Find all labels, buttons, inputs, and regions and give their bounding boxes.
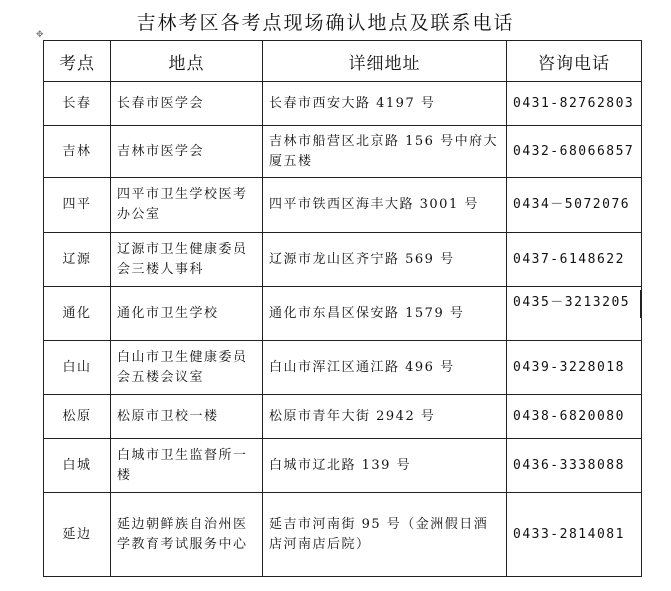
cell-area: 白山 <box>44 341 111 395</box>
cell-location: 白山市卫生健康委员会五楼会议室 <box>111 341 263 395</box>
cell-phone: 0437-6148622 <box>507 233 642 287</box>
cell-address: 四平市铁西区海丰大路 3001 号 <box>263 178 507 233</box>
table-row <box>44 493 642 577</box>
header-location: 地点 <box>111 41 263 82</box>
cell-address: 白山市浑江区通江路 496 号 <box>263 341 507 395</box>
document-title: 吉林考区各考点现场确认地点及联系电话 <box>136 12 515 34</box>
cell-phone: 0434－5072076 <box>507 178 642 233</box>
cell-phone: 0436-3338088 <box>507 439 642 493</box>
cell-area: 长春 <box>44 82 111 126</box>
cell-location: 四平市卫生学校医考办公室 <box>111 178 263 233</box>
cell-phone: 0433-2814081 <box>507 493 642 577</box>
cell-address: 白城市辽北路 139 号 <box>263 439 507 493</box>
table-row <box>44 287 642 341</box>
table-row <box>44 395 642 439</box>
header-address: 详细地址 <box>263 41 507 82</box>
cell-address: 延吉市河南街 95 号（金洲假日酒店河南店后院） <box>263 493 507 577</box>
table-row <box>44 439 642 493</box>
cell-phone: 0432-68066857 <box>507 126 642 178</box>
header-area: 考点 <box>44 41 111 82</box>
cell-area: 白城 <box>44 439 111 493</box>
cell-area: 辽源 <box>44 233 111 287</box>
cell-area: 通化 <box>44 287 111 341</box>
cell-area: 吉林 <box>44 126 111 178</box>
cell-location: 白城市卫生监督所一楼 <box>111 439 263 493</box>
cell-area: 四平 <box>44 178 111 233</box>
cell-location: 延边朝鲜族自治州医学教育考试服务中心 <box>111 493 263 577</box>
table-row <box>44 126 642 178</box>
table-anchor-icon[interactable]: ✥ <box>36 30 44 40</box>
table-row <box>44 178 642 233</box>
exam-site-table <box>43 40 642 577</box>
cell-area: 松原 <box>44 395 111 439</box>
cell-location: 长春市医学会 <box>111 82 263 126</box>
cell-location: 松原市卫校一楼 <box>111 395 263 439</box>
table-row <box>44 233 642 287</box>
cell-address: 长春市西安大路 4197 号 <box>263 82 507 126</box>
table-edge-mark <box>640 290 641 318</box>
cell-location: 通化市卫生学校 <box>111 287 263 341</box>
cell-phone: 0439-3228018 <box>507 341 642 395</box>
cell-address: 松原市青年大街 2942 号 <box>263 395 507 439</box>
cell-area: 延边 <box>44 493 111 577</box>
table-header-row <box>44 41 642 82</box>
cell-address: 辽源市龙山区齐宁路 569 号 <box>263 233 507 287</box>
cell-location: 辽源市卫生健康委员会三楼人事科 <box>111 233 263 287</box>
cell-phone: 0431-82762803 <box>507 82 642 126</box>
cell-phone: 0438-6820080 <box>507 395 642 439</box>
cell-address: 通化市东昌区保安路 1579 号 <box>263 287 507 341</box>
table-row <box>44 82 642 126</box>
header-phone: 咨询电话 <box>507 41 642 82</box>
table-row <box>44 341 642 395</box>
cell-phone: 0435－3213205 <box>507 287 642 341</box>
cell-location: 吉林市医学会 <box>111 126 263 178</box>
cell-address: 吉林市船营区北京路 156 号中府大厦五楼 <box>263 126 507 178</box>
